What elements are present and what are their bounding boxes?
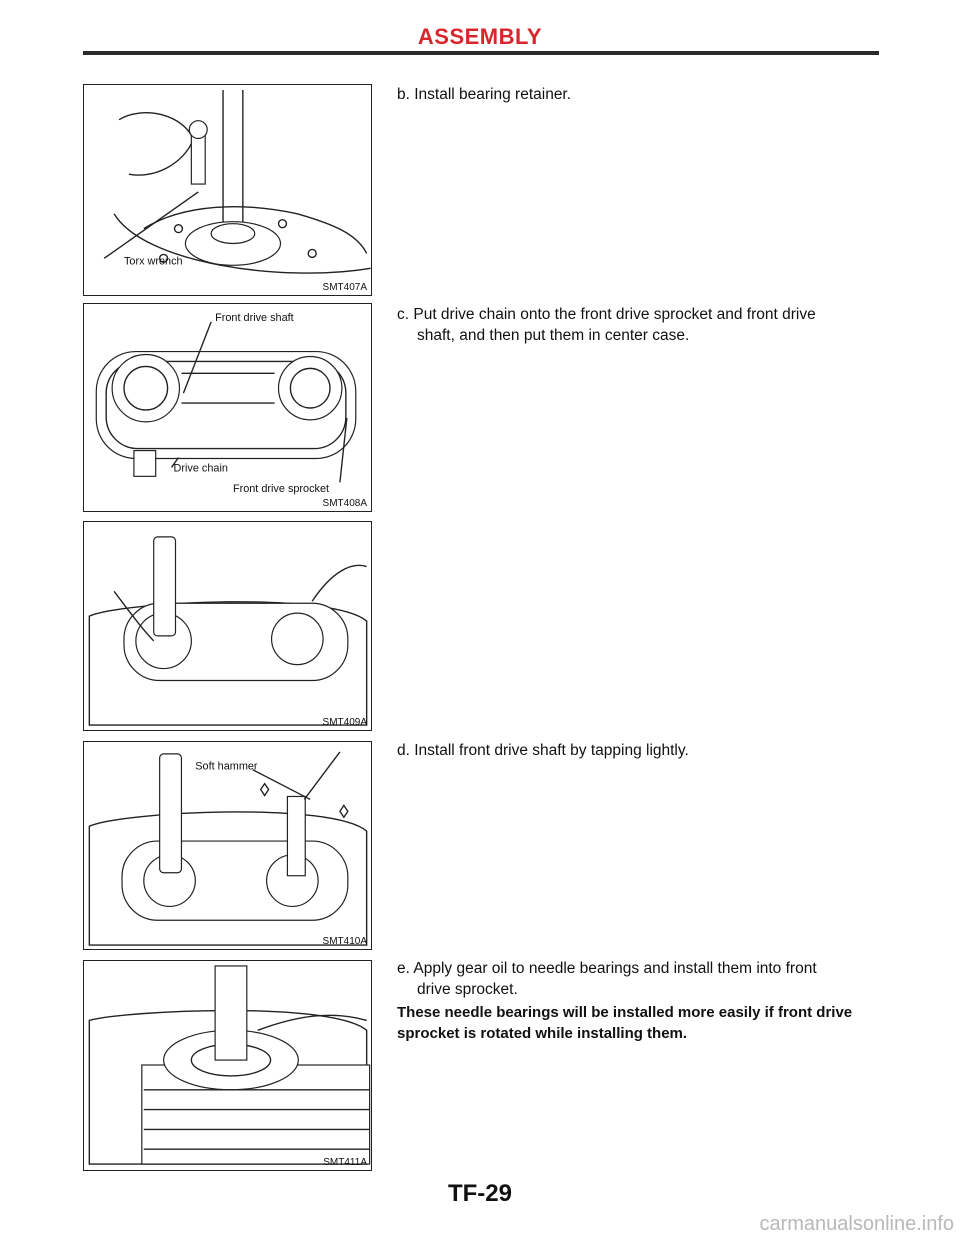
- step-d: [397, 740, 881, 761]
- figure-chain-installed: [83, 521, 372, 731]
- figure-drive-chain: [83, 303, 372, 512]
- figure-soft-hammer: [83, 741, 372, 950]
- step-e: [397, 958, 881, 1000]
- figure-1-illustration: [84, 85, 371, 295]
- figure-5-code: SMT411A: [323, 1157, 367, 1168]
- step-e-continuation: drive sprocket.: [417, 981, 518, 998]
- step-d-text: d. Install front drive shaft by tapping lightly.: [397, 742, 689, 759]
- figure-needle-bearings: [83, 960, 372, 1171]
- watermark: carmanualsonline.info: [759, 1213, 954, 1235]
- installation-note: These needle bearings will be installed more easily if front drive sprocket is rotated while installing them.: [397, 1004, 853, 1042]
- step-c: [397, 304, 881, 346]
- figure-2-illustration: [84, 304, 371, 511]
- figure-2-code: SMT408A: [322, 498, 367, 509]
- figure-2-label-drive-chain: Drive chain: [173, 462, 228, 475]
- step-b-text: b. Install bearing retainer.: [397, 86, 572, 103]
- step-c-continuation: shaft, and then put them in center case.: [417, 327, 690, 344]
- step-c-text: c. Put drive chain onto the front drive sprocket and front drive: [397, 306, 816, 323]
- step-b: [397, 84, 881, 105]
- figure-4-illustration: [84, 742, 371, 949]
- figure-3-code: SMT409A: [322, 717, 367, 728]
- step-e-text: e. Apply gear oil to needle bearings and install them into front: [397, 960, 817, 977]
- figure-1-code: SMT407A: [322, 282, 367, 293]
- figure-torx-wrench: [83, 84, 372, 296]
- section-title: ASSEMBLY: [417, 24, 543, 49]
- figure-3-illustration: [84, 522, 371, 730]
- figure-4-code: SMT410A: [322, 936, 367, 947]
- figure-4-label-soft-hammer: Soft hammer: [195, 760, 258, 773]
- figure-1-label-torx-wrench: Torx wrench: [123, 255, 183, 268]
- figure-2-label-front-drive-shaft: Front drive shaft: [215, 311, 294, 324]
- header-rule: [83, 51, 879, 55]
- figure-2-label-front-drive-sprocket: Front drive sprocket: [232, 483, 330, 496]
- page-number: TF-29: [447, 1180, 512, 1207]
- figure-5-illustration: [84, 961, 371, 1170]
